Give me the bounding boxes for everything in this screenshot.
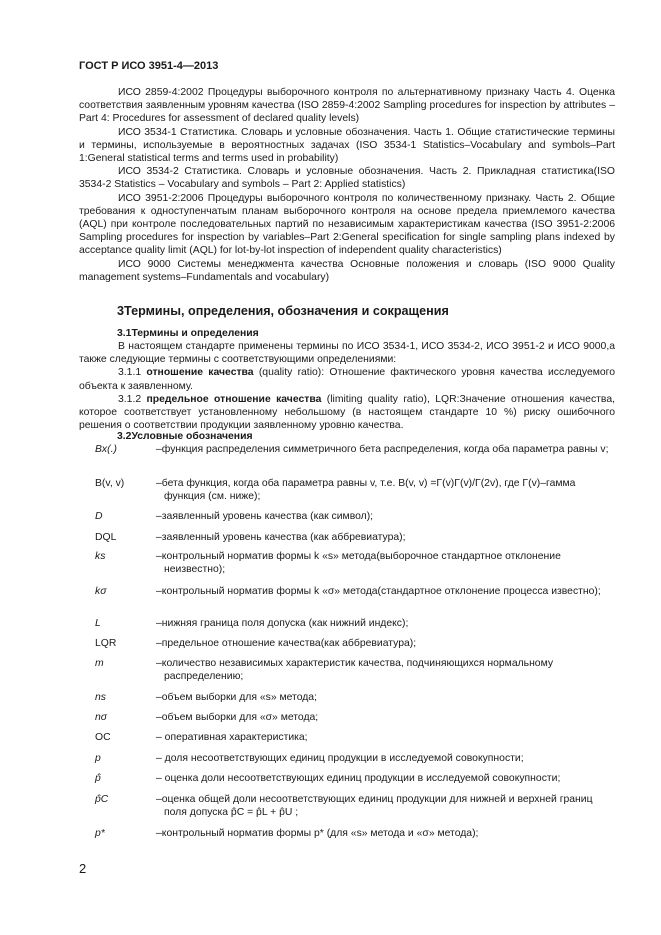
reference-item: ИСО 3951-2:2006 Процедуры выборочного контроля по количественному признаку. Часть 2. Общие требования к одноступенчатым планам выборочного контроля на основе предела приемлемого качества (AQL) при контроле последовательных партий по независимым характеристикам качества (ISO 3951-2:2006 Sampling procedures for inspection by variables–Part 2:General specification for single sampling plans indexed by acceptance quality limit (AQL) for lot-by-lot inspection of independent quality characteristics) (79, 192, 615, 257)
document-header: ГОСТ Р ИСО 3951-4—2013 (79, 60, 219, 72)
symbol-definition: –контрольный норматив формы k «σ» метода(стандартное отклонение процесса известно); (156, 586, 601, 597)
terms-intro: В настоящем стандарте применены термины по ИСО 3534-1, ИСО 3534-2, ИСО 3951-2 и ИСО 9000,а также следующие термины с соответствующими определениями: (79, 341, 615, 366)
reference-item: ИСО 3534-1 Статистика. Словарь и условные обозначения. Часть 1. Общие статистические термины и термины, используемые в вероятностных задачах (ISO 3534-1 Statistics–Vocabulary and symbols–Part 1:General statistical terms and terms used in probability) (79, 126, 615, 165)
symbol: p̂C (95, 794, 109, 805)
symbol: nσ (95, 712, 108, 723)
symbol-definition: –объем выборки для «σ» метода; (156, 712, 319, 723)
symbol-definition: –оценка общей доли несоответствующих единиц продукции для нижней и верхней границ поля допуска p̂C = p̂L + p̂U ; (156, 794, 593, 819)
reference-item: ИСО 2859-4:2002 Процедуры выборочного контроля по альтернативному признаку Часть 4. Оценка соответствия заявленным уровням качества (ISO 2859-4:2002 Sampling procedures for inspection by attributes – Part 4: Procedures for assessment of declared quality levels) (79, 87, 615, 125)
term-name: предельное отношение качества (146, 393, 322, 405)
symbol: kσ (95, 586, 107, 597)
symbol: p* (95, 828, 105, 839)
symbol: m (95, 658, 104, 669)
symbol-definition: –заявленный уровень качества (как символ); (156, 511, 374, 522)
subsection-title: 3.1Термины и определения (117, 328, 259, 339)
normative-references (79, 86, 615, 284)
symbol: ns (95, 692, 106, 703)
symbol-definition: –предельное отношение качества(как аббревиатура); (156, 638, 417, 649)
symbol: D (95, 511, 103, 522)
symbol-definition: – оперативная характеристика; (156, 732, 308, 743)
symbol: B(v, v) (95, 478, 125, 489)
reference-item: ИСО 3534-2 Статистика. Словарь и условные обозначения. Часть 2. Прикладная статистика(ISO 3534-2 Statistics – Vocabulary and symbols – Part 2: Applied statistics) (79, 166, 615, 191)
symbol-definition: –количество независимых характеристик качества, подчиняющихся нормальному распределению; (156, 658, 554, 683)
term-definition: (limiting quality ratio), LQR:Значение отношения качества, которое соответствует установленному небольшому (в настоящем стандарте 10 %) риску ошибочного решения о соответствии продукции заявленному уровню качества. (79, 393, 615, 432)
symbol-definition: –бета функция, когда оба параметра равны v, т.е. B(v, v) =Γ(v)Γ(v)/Γ(2v), где Γ(v)–гамма функция (см. ниже); (156, 478, 576, 503)
symbol-definition: –контрольный норматив формы p* (для «s» метода и «σ» метода); (156, 828, 479, 839)
symbol-definition: –объем выборки для «s» метода; (156, 692, 317, 703)
term-name: отношение качества (146, 367, 254, 379)
subsection-title: 3.2Условные обозначения (117, 431, 253, 442)
symbol: L (95, 618, 101, 629)
term-number: 3.1.1 (118, 367, 142, 379)
symbol: p (95, 753, 101, 764)
term-number: 3.1.2 (118, 393, 142, 405)
term-3-1-2 (79, 393, 615, 433)
term-definition: (quality ratio): Отношение фактического уровня качества исследуемого объекта к заявленному. (79, 367, 615, 392)
page-number: 2 (79, 861, 87, 876)
symbol-definition: –контрольный норматив формы k «s» метода(выборочное стандартное отклонение неизвестно); (156, 551, 561, 576)
term-3-1-1 (79, 366, 615, 392)
reference-item: ИСО 9000 Системы менеджмента качества Основные положения и словарь (ISO 9000 Quality management systems–Fundamentals and vocabulary) (79, 258, 615, 283)
symbol: OC (95, 732, 111, 743)
section-title: 3Термины, определения, обозначения и сокращения (117, 304, 449, 318)
symbol-definition: – доля несоответствующих единиц продукции в исследуемой совокупности; (156, 753, 524, 764)
symbol: p̂ (95, 773, 101, 784)
symbol: Bx(.) (95, 444, 117, 455)
symbol-definition: – оценка доли несоответствующих единиц продукции в исследуемой совокупности; (156, 773, 561, 784)
symbol: DQL (95, 532, 117, 543)
symbol: ks (95, 551, 106, 562)
symbol-definition: –функция распределения симметричного бета распределения, когда оба параметра равны v; (156, 444, 609, 455)
symbol-definition: –нижняя граница поля допуска (как нижний индекс); (156, 618, 409, 629)
terms-definitions (79, 340, 615, 432)
symbol: LQR (95, 638, 117, 649)
symbol-definition: –заявленный уровень качества (как аббревиатура); (156, 532, 406, 543)
